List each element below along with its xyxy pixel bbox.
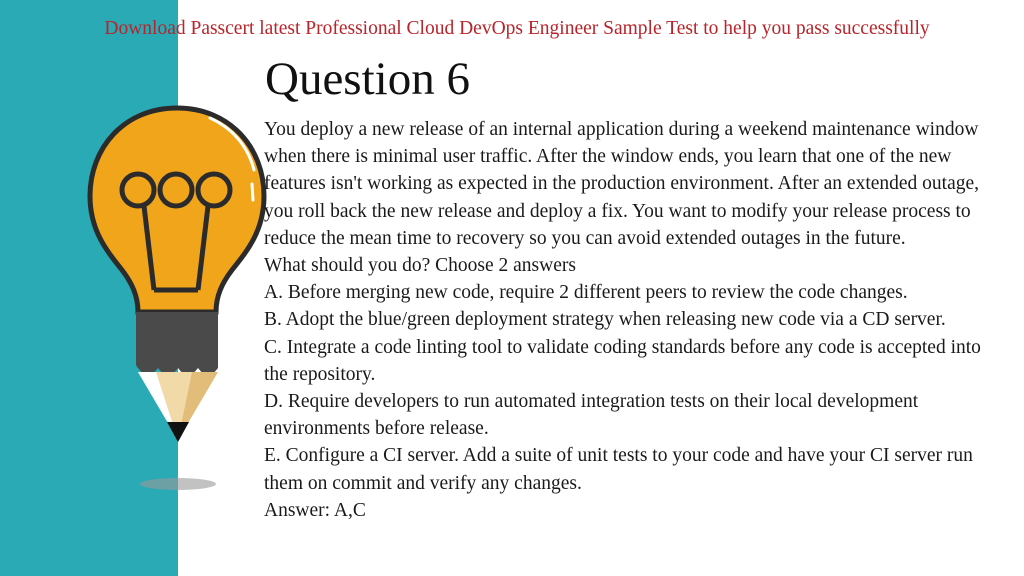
download-banner[interactable]: Download Passcert latest Professional Cloud DevOps Engineer Sample Test to help you pass successfully xyxy=(104,18,930,39)
question-body xyxy=(264,116,1004,524)
answer-option-d: D. Require developers to run automated integration tests on their local development environments before release. xyxy=(264,391,919,440)
answer-option-e: E. Configure a CI server. Add a suite of unit tests to your code and have your CI server run them on commit and verify any changes. xyxy=(264,445,973,494)
question-scenario: You deploy a new release of an internal application during a weekend maintenance window when there is minimal user traffic. After the window ends, you learn that one of the new features isn't working as expected in the production environment. After an extended outage, you roll back the new release and deploy a fix. You want to modify your release process to reduce the mean time to recovery so you can avoid extended outages in the future. xyxy=(264,119,980,249)
answer-option-a: A. Before merging new code, require 2 different peers to review the code changes. xyxy=(264,282,908,304)
answer-key: Answer: A,C xyxy=(264,499,366,521)
question-prompt: What should you do? Choose 2 answers xyxy=(264,255,576,277)
answer-option-c: C. Integrate a code linting tool to validate coding standards before any code is accepted into the repository. xyxy=(264,336,981,385)
lightbulb-pencil-icon xyxy=(82,100,272,500)
answer-option-b: B. Adopt the blue/green deployment strategy when releasing new code via a CD server. xyxy=(264,309,946,331)
question-title: Question 6 xyxy=(265,53,470,105)
